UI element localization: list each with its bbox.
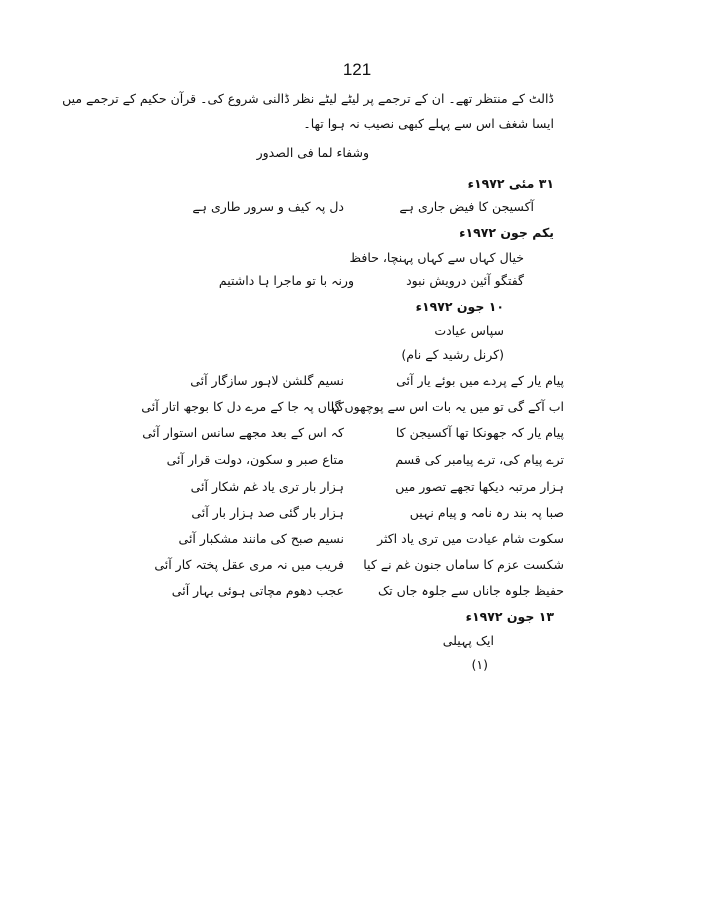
couplet-row: [144, 582, 564, 600]
couplet-first-half: سکوت شام عیادت میں تری یاد اکثر: [377, 531, 564, 546]
couplet-row: [144, 530, 564, 548]
couplet-second-half: نسیم صبح کی مانند مشکبار آئی: [178, 531, 344, 546]
couplet-first-half: شکست عزم کا ساماں جنون غم نے کیا: [363, 557, 564, 572]
intro-line-3: وشفاء لما فی الصدور: [256, 145, 369, 160]
couplet-second-half: فریب میں نہ مری عقل پختہ کار آئی: [154, 557, 344, 572]
verse-line-2: [204, 272, 524, 290]
entry-date-1: ۳۱ مئی ۱۹۷۲ء: [467, 176, 554, 191]
couplet-second-half: کہ اس کے بعد مجھے سانس استوار آئی: [142, 425, 344, 440]
couplet-second-half: دل پہ کیف و سرور طاری ہے: [192, 199, 344, 214]
couplet-row: [144, 556, 564, 574]
verse-second-half: ورنہ با تو ماجرا ہا داشتیم: [218, 273, 354, 288]
couplet-second-half: متاع صبر و سکون، دولت قرار آئی: [166, 452, 344, 467]
couplet-first-half: پیام یار کہ جھونکا تھا آکسیجن کا: [395, 425, 564, 440]
entry-date-3: ۱۰ جون ۱۹۷۲ء: [415, 299, 504, 314]
couplet-row: [144, 451, 564, 469]
couplet-first-half: ترے پیام کی، ترے پیامبر کی قسم: [395, 452, 564, 467]
couplet-entry-1: [154, 198, 554, 216]
couplet-row: [144, 478, 564, 496]
couplet-second-half: کہاں پہ جا کے مرے دل کا بوجھ اتار آئی: [141, 399, 344, 414]
couplet-second-half: نسیم گلشن لاہور سازگار آئی: [190, 373, 344, 388]
couplet-second-half: ہزار بار گئی صد ہزار بار آئی: [191, 505, 344, 520]
couplet-row: [141, 398, 564, 416]
couplet-row: [144, 424, 564, 442]
couplet-first-half: اب آکے گی تو میں یہ بات اس سے پوچھوں گا: [330, 399, 564, 414]
couplet-first-half: صبا پہ بند رہ نامہ و پیام نہیں: [409, 505, 564, 520]
couplet-first-half: ہزار مرتبہ دیکھا تجھے تصور میں: [395, 479, 564, 494]
couplet-first-half: آکسیجن کا فیض جاری ہے: [399, 199, 534, 214]
couplet-first-half: حفیظ جلوہ جاناں سے جلوہ جاں تک: [377, 583, 564, 598]
riddle-marker: (۱): [471, 657, 488, 672]
verse-line-1: خیال کہاں سے کہاں پہنچا، حافظ: [349, 250, 524, 265]
page-number: 121: [342, 60, 372, 79]
couplet-second-half: عجب دھوم مچاتی ہوئی بہار آئی: [171, 583, 344, 598]
couplet-row: [144, 372, 564, 390]
entry-date-4: ۱۳ جون ۱۹۷۲ء: [465, 609, 554, 624]
couplet-first-half: پیام یار کے پردے میں بوئے یار آئی: [396, 373, 564, 388]
couplet-second-half: ہزار بار تری یاد غم شکار آئی: [190, 479, 344, 494]
riddle-title: ایک پہیلی: [442, 633, 494, 648]
couplet-row: [144, 504, 564, 522]
intro-line-1: ڈالٹ کے منتظر تھے۔ ان کے ترجمے پر لیٹے لیٹے نظر ڈالنی شروع کی۔ قرآن حکیم کے ترجمے میں: [62, 91, 554, 106]
verse-first-half: گفتگو آئین درویش نبود: [406, 273, 524, 288]
entry-date-2: یکم جون ۱۹۷۲ء: [459, 225, 554, 240]
intro-line-2: ایسا شغف اس سے پہلے کبھی نصیب نہ ہوا تھا۔: [303, 116, 554, 131]
poem-title: سپاس عیادت: [434, 323, 504, 338]
poem-subtitle: (کرنل رشید کے نام): [401, 347, 504, 362]
